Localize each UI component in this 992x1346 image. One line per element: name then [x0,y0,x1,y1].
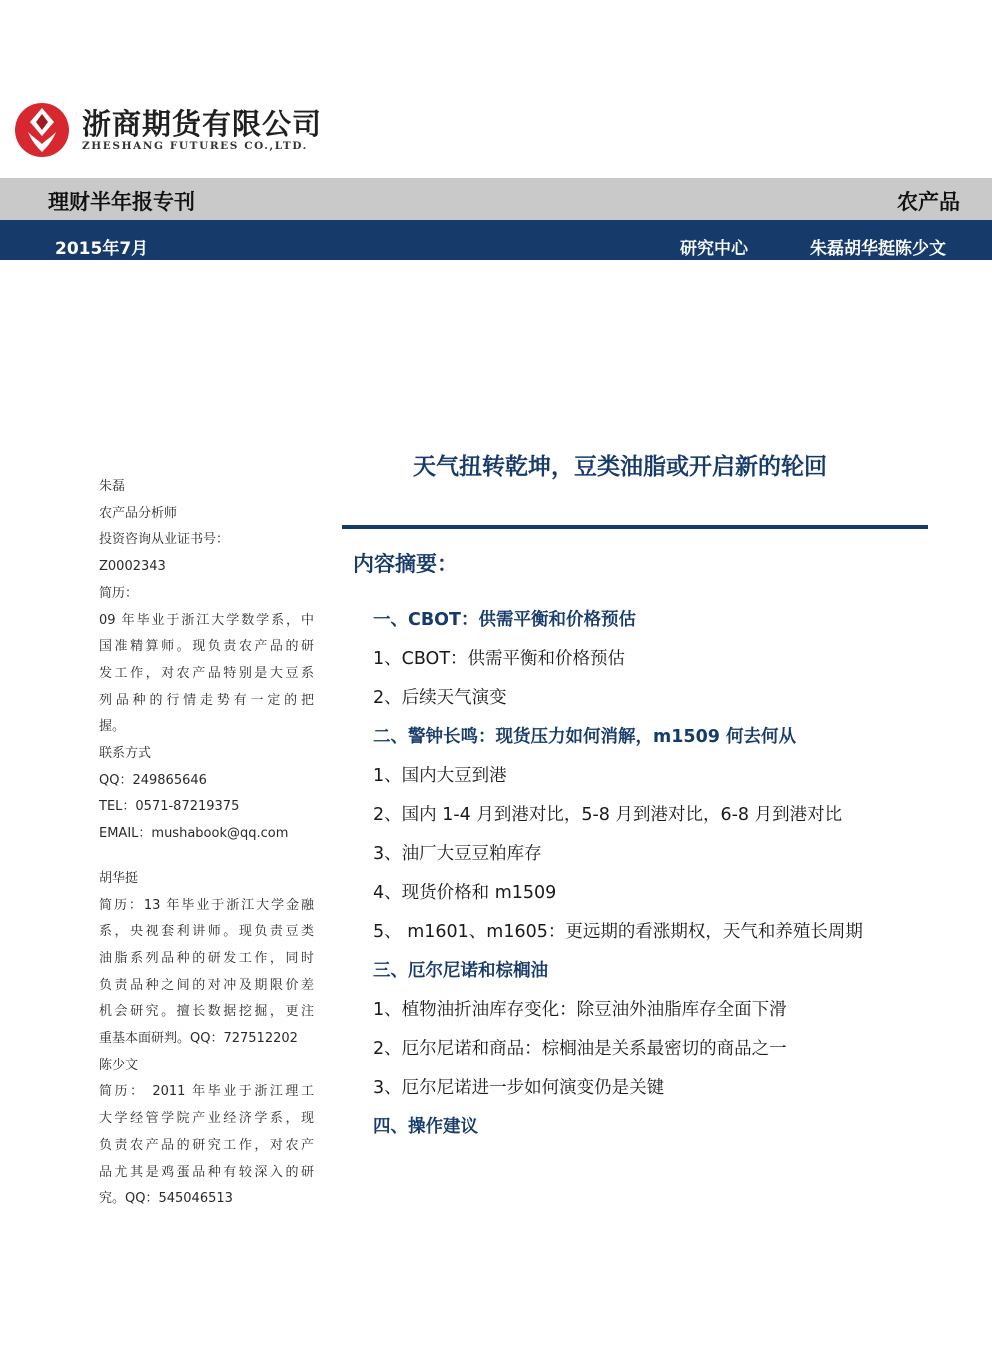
contact-tel: TEL：0571-87219375 [99,799,240,815]
toc-item: 4、现货价格和 m1509 [373,883,557,903]
report-authors: 朱磊胡华挺陈少文 [810,239,946,259]
report-category: 农产品 [897,190,960,214]
bio-label: 简历： [99,585,139,601]
bio-line: 负责农产品的研究工作，对农产 [99,1137,314,1153]
analyst-name: 朱磊 [99,479,126,494]
department: 研究中心 [680,239,748,259]
license-number: Z0002343 [99,559,166,575]
bio-line: 油脂系列品种的研发工作，同时 [99,950,314,966]
toc-item: 3、油厂大豆豆粕库存 [373,844,542,864]
report-info-band [0,220,992,260]
sidebar-spacer [99,848,314,866]
toc-item: 1、植物油折油库存变化：除豆油外油脂库存全面下滑 [373,1000,787,1020]
report-date: 2015年7月 [55,239,149,259]
contact-qq: QQ：249865646 [99,772,207,788]
toc-item: 四、操作建议 [373,1117,478,1137]
contact-email[interactable]: EMAIL：mushabook@qq.com [99,826,289,842]
toc-item: 1、国内大豆到港 [373,766,507,786]
analyst-title: 农产品分析师 [99,505,178,521]
bio-line: 机会研究。擅长数据挖掘，更注 [99,1004,314,1020]
toc-item: 一、CBOT：供需平衡和价格预估 [373,610,636,630]
bio-line: 重基本面研判。QQ：727512202 [99,1031,298,1047]
contact-label: 联系方式 [99,746,152,762]
summary-heading: 内容摘要： [353,552,458,576]
bio-line: 究。QQ：545046513 [99,1191,233,1207]
bio-line: 简历：13 年毕业于浙江大学金融 [99,897,314,913]
bio-line: 国准精算师。现负责农产品的研 [99,639,314,655]
toc-item: 2、国内 1-4 月到港对比，5-8 月到港对比，6-8 月到港对比 [373,805,843,825]
toc-item: 2、厄尔尼诺和商品：棕榈油是关系最密切的商品之一 [373,1039,787,1059]
license-label: 投资咨询从业证书号： [99,532,230,548]
analyst-name: 陈少文 [99,1057,139,1073]
bio-line: 握。 [99,719,126,735]
toc-item: 1、CBOT：供需平衡和价格预估 [373,649,626,669]
toc-item: 二、警钟长鸣：现货压力如何消解，m1509 何去何从 [373,727,797,747]
bio-line: 09 年毕业于浙江大学数学系，中 [99,612,314,628]
company-logo [14,100,323,160]
table-of-contents [373,605,953,1151]
bio-line: 大学经管学院产业经济学系，现 [99,1111,314,1127]
bio-line: 品尤其是鸡蛋品种有较深入的研 [99,1164,314,1180]
toc-item: 5、 m1601、m1605：更远期的看涨期权，天气和养殖长周期 [373,922,863,942]
company-name-en: ZHESHANG FUTURES CO.,LTD. [82,140,308,152]
toc-item: 2、后续天气演变 [373,688,507,708]
toc-item: 3、厄尔尼诺进一步如何演变仍是关键 [373,1078,665,1098]
zheshang-logo-icon [14,102,70,158]
bio-line: 列品种的行情走势有一定的把 [99,692,314,708]
publication-band [0,178,992,220]
bio-line: 负责品种之间的对冲及期限价差 [99,977,314,993]
company-name-cn: 浙商期货有限公司 [82,107,323,141]
bio-line: 发工作，对农产品特别是大豆系 [99,665,314,681]
report-title: 天气扭转乾坤，豆类油脂或开启新的轮回 [413,454,827,480]
analyst-sidebar [99,474,314,1213]
bio-line: 系，央视套利讲师。现负责豆类 [99,924,314,940]
title-divider [342,525,928,529]
bio-line: 简历： 2011 年毕业于浙江理工 [99,1084,314,1100]
toc-item: 三、厄尔尼诺和棕榈油 [373,961,548,981]
publication-name: 理财半年报专刊 [48,190,195,214]
analyst-name: 胡华挺 [99,870,139,886]
